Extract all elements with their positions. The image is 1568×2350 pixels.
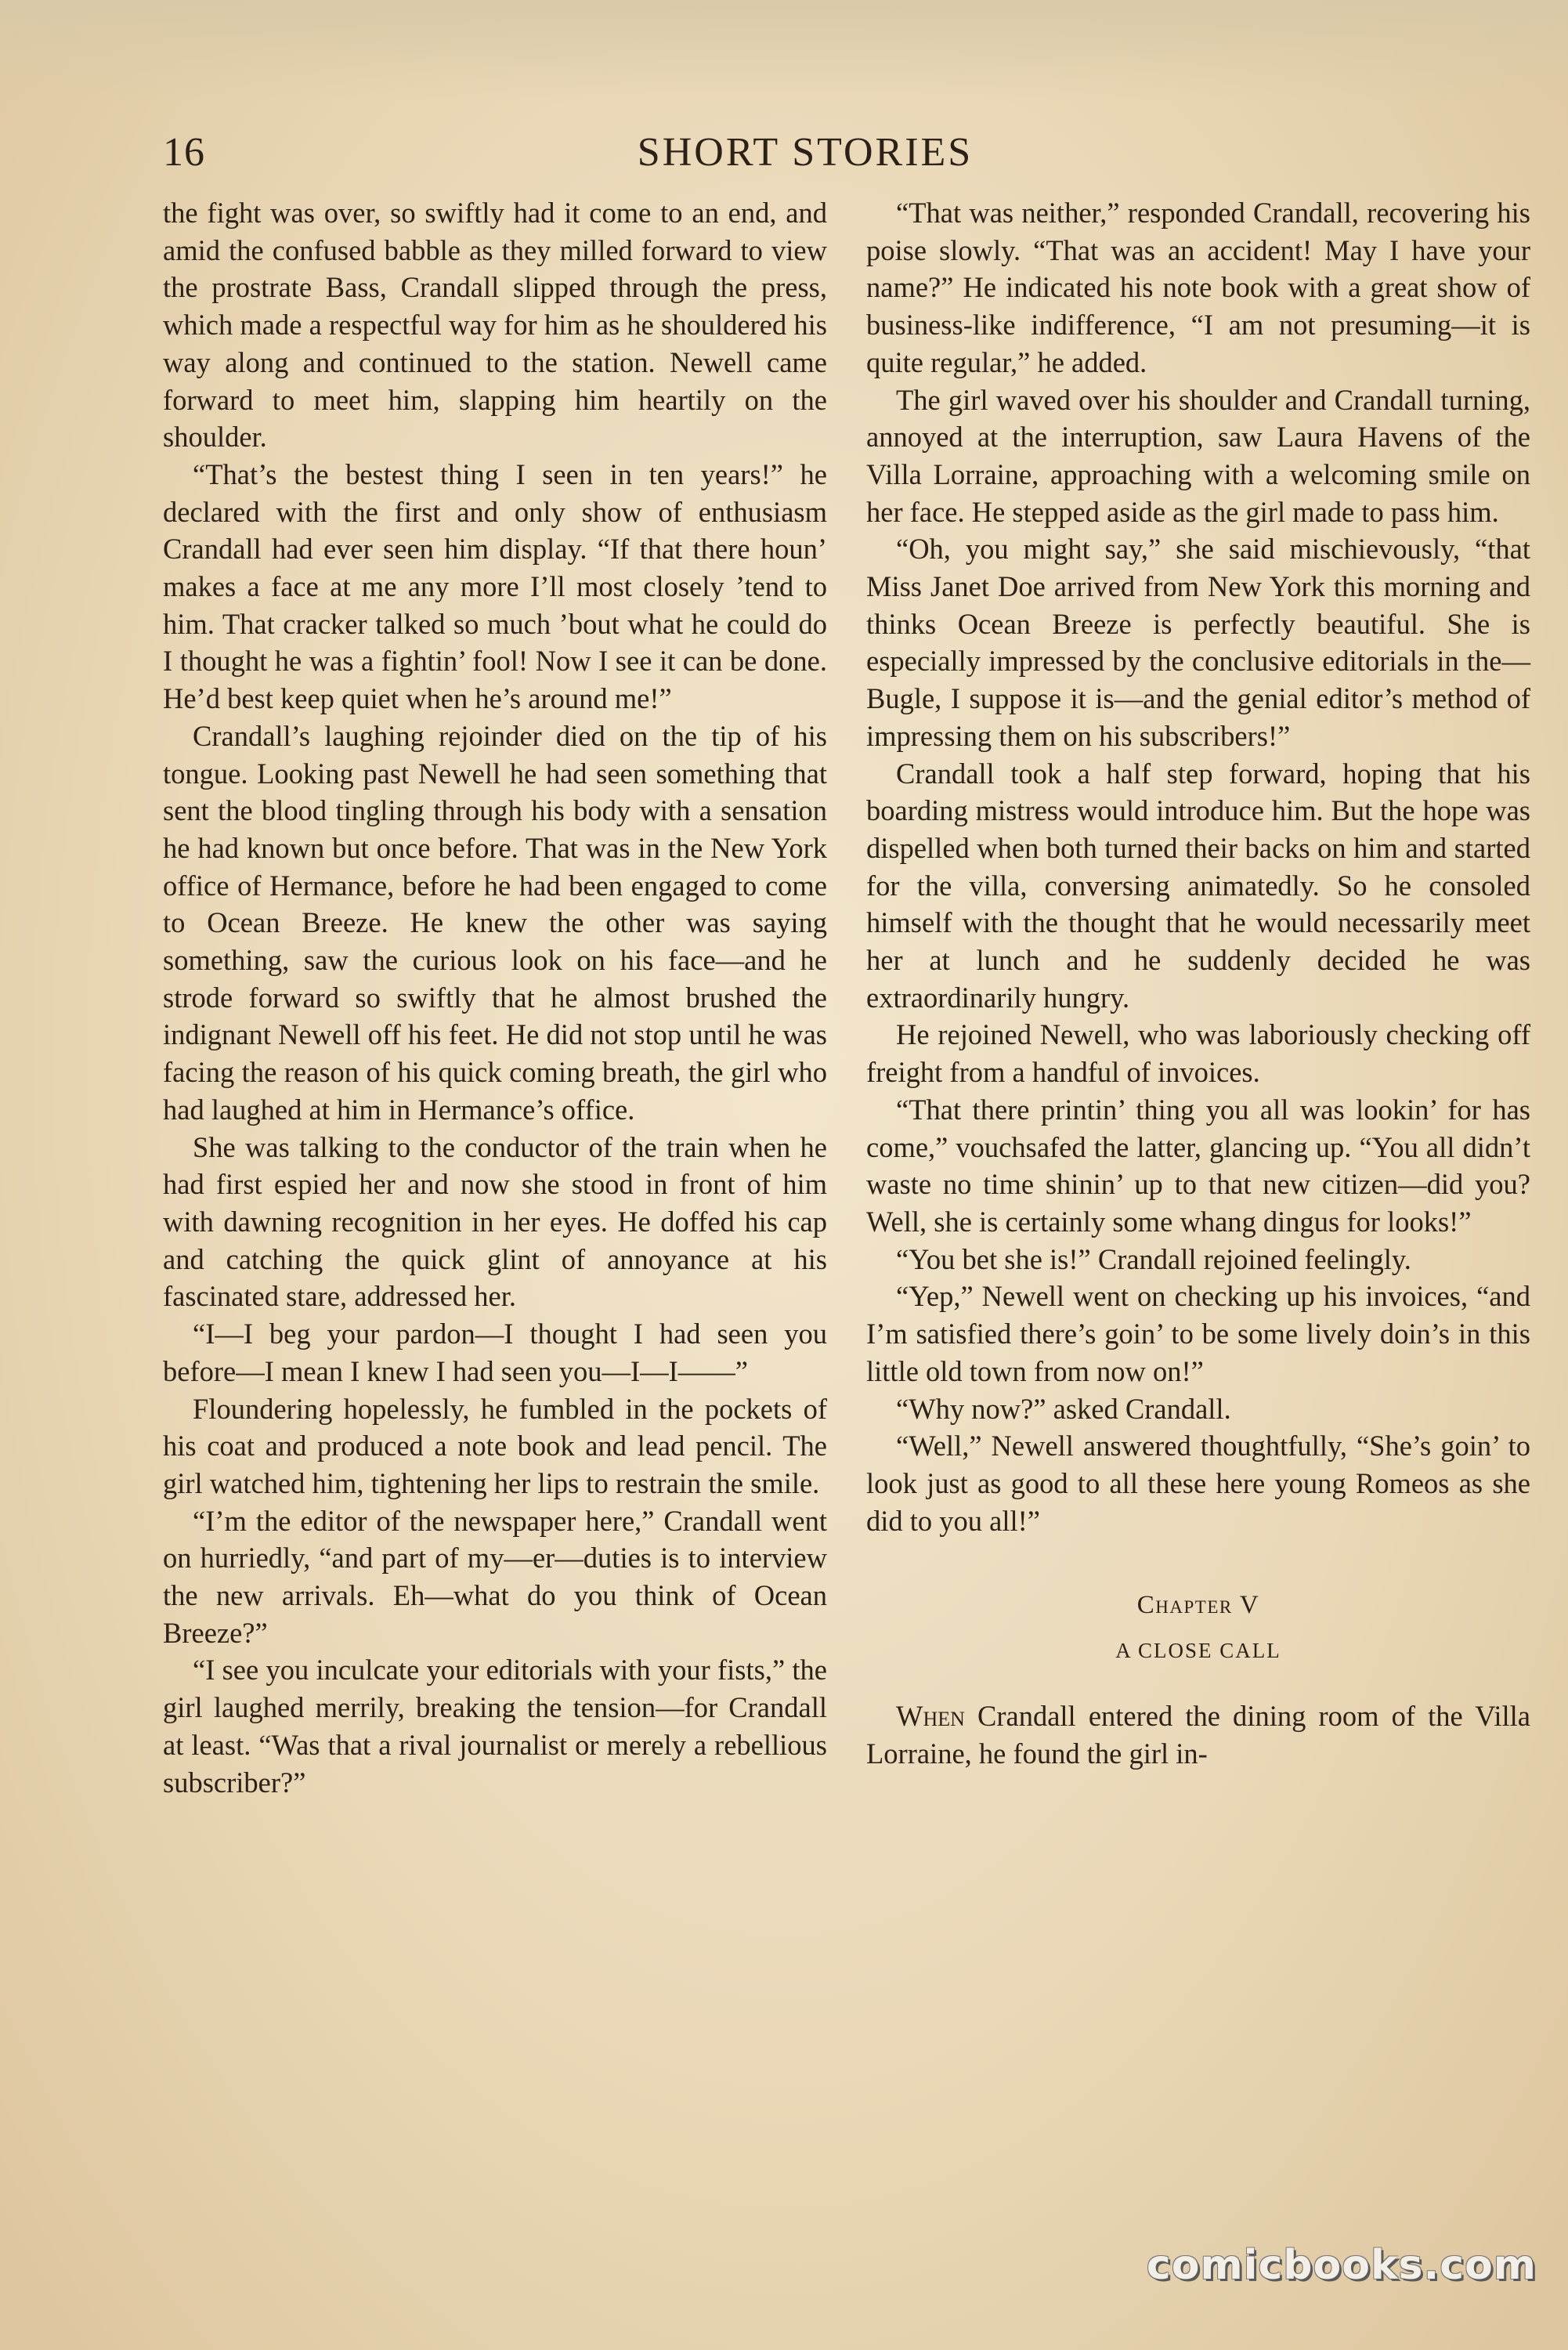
paragraph: “Yep,” Newell went on checking up his invoices, “and I’m satisfied there’s goin’ to be some lively doin’s in this little old town from now on!” bbox=[866, 1280, 1530, 1387]
running-title: SHORT STORIES bbox=[637, 130, 974, 175]
page-number: 16 bbox=[163, 130, 205, 175]
paragraph: He rejoined Newell, who was laboriously checking off freight from a handful of invoices. bbox=[866, 1018, 1530, 1089]
opening-word: When bbox=[896, 1700, 965, 1733]
paragraph: “I see you inculcate your editorials with your fists,” the girl laughed merrily, breaking the tension—for Crandall at least. “Was that a rival journalist or merely a rebellious subscriber?” bbox=[163, 1654, 827, 1799]
paragraph: Crandall took a half step forward, hoping that his boarding mistress would introduce him. But the hope was dispelled when both turned their backs on him and started for the villa, conversing animatedly. So he consoled himself with the thought that he would necessarily meet her at lunch and he suddenly decided he was extraordinarily hungry. bbox=[866, 757, 1530, 1014]
paragraph: “That’s the bestest thing I seen in ten years!” he declared with the first and only show of enthusiasm Crandall had ever seen him display. “If that there houn’ makes a face at me any more I’ll most closely ’tend to him. That cracker talked so much ’bout what he could do I thought he was a fightin’ fool! Now I see it can be done. He’d best keep quiet when he’s around me!” bbox=[163, 457, 827, 715]
paragraph: The girl waved over his shoulder and Crandall turning, annoyed at the interruption, saw Laura Havens of the Villa Lorraine, approaching with a welcoming smile on her face. He stepped aside as the girl made to pass him. bbox=[866, 383, 1530, 528]
paragraph: “Oh, you might say,” she said mischievously, “that Miss Janet Doe arrived from New York this morning and thinks Ocean Breeze is perfectly beautiful. She is especially impressed by the conclusive editorials in the—Bugle, I suppose it is—and the genial editor’s method of impressing them on his subscribers!” bbox=[866, 533, 1530, 752]
chapter-opening-paragraph bbox=[866, 1697, 1530, 1772]
left-column bbox=[163, 194, 827, 1801]
chapter-subtitle: A CLOSE CALL bbox=[1115, 1639, 1281, 1663]
chapter-heading: Chapter V bbox=[1136, 1591, 1260, 1620]
paragraph: “That was neither,” responded Crandall, recovering his poise slowly. “That was an accident! May I have your name?” He indicated his note book with a great show of business-like indifference, “I am not presuming—it is quite regular,” he added. bbox=[866, 197, 1530, 378]
paragraph: the fight was over, so swiftly had it come to an end, and amid the confused babble as they milled forward to view the prostrate Bass, Crandall slipped through the press, which made a respectful way for him as he shouldered his way along and continued to the station. Newell came forward to meet him, slapping him heartily on the shoulder. bbox=[163, 197, 827, 454]
paragraph: “I’m the editor of the newspaper here,” Crandall went on hurriedly, “and part of my—er—duties is to interview the new arrivals. Eh—what do you think of Ocean Breeze?” bbox=[163, 1504, 827, 1649]
paragraph: She was talking to the conductor of the train when he had first espied her and now she stood in front of him with dawning recognition in her eyes. He doffed his cap and catching the quick glint of annoyance at his fascinated stare, addressed her. bbox=[163, 1130, 827, 1313]
page-top-edge bbox=[0, 0, 1568, 102]
watermark-logo: comicbooks.com bbox=[1146, 2242, 1537, 2289]
paragraph: “You bet she is!” Crandall rejoined feelingly. bbox=[896, 1242, 1411, 1275]
paragraph: “Why now?” asked Crandall. bbox=[896, 1392, 1231, 1425]
right-column bbox=[866, 194, 1530, 1773]
paragraph: “Well,” Newell answered thoughtfully, “She’s goin’ to look just as good to all these here young Romeos as she did to you all!” bbox=[866, 1430, 1530, 1537]
paragraph: Crandall’s laughing rejoinder died on the tip of his tongue. Looking past Newell he had seen something that sent the blood tingling through his body with a sensation he had known but once before. That was in the New York office of Hermance, before he had been engaged to come to Ocean Breeze. He knew the other was saying something, saw the curious look on his face—and he strode forward so swiftly that he almost brushed the indignant Newell off his feet. He did not stop until he was facing the reason of his quick coming breath, the girl who had laughed at him in Hermance’s office. bbox=[163, 719, 827, 1126]
paragraph: “That there printin’ thing you all was lookin’ for has come,” vouchsafed the latter, glancing up. “You all didn’t waste no time shinin’ up to that new citizen—did you? Well, she is certainly some whang dingus for looks!” bbox=[866, 1093, 1530, 1238]
opening-text: Crandall entered the dining room of the Villa Lorraine, he found the girl in- bbox=[866, 1700, 1530, 1770]
paragraph: “I—I beg your pardon—I thought I had seen you before—I mean I knew I had seen you—I—I——” bbox=[163, 1318, 827, 1387]
page-header bbox=[163, 125, 1447, 180]
paragraph: Floundering hopelessly, he fumbled in the pockets of his coat and produced a note book and lead pencil. The girl watched him, tightening her lips to restrain the smile. bbox=[163, 1392, 827, 1499]
